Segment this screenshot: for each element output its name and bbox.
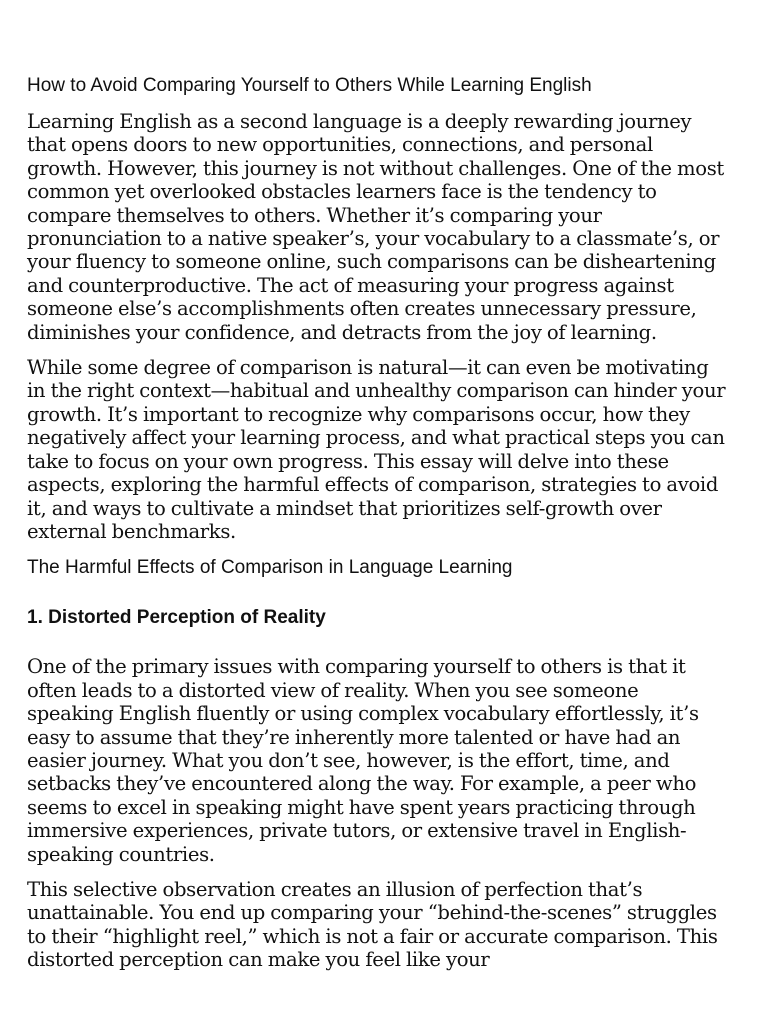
subsection-paragraph-1: One of the primary issues with comparing yourself to others is that it often leads to a distorted view of reality. When you see someone speaking English fluently or using complex vocabulary effortlessly, it’s easy to assume that they’re inherently more talented or have had an easier journey. What you don’t see, however, is the effort, time, and setbacks they’ve encountered along the way. For example, a peer who seems to excel in speaking might have spent years practicing through immersive experiences, private tutors, or extensive travel in English-speaking countries.: [27, 655, 699, 866]
intro-paragraph-2: While some degree of comparison is natural—it can even be motivating in the right context—habitual and unhealthy comparison can hinder your growth. It’s important to recognize why comparisons occur, how they negatively affect your learning process, and what practical steps you can take to focus on your own progress. This essay will delve into these aspects, exploring the harmful effects of comparison, strategies to avoid it, and ways to cultivate a mindset that prioritizes self-growth over external benchmarks.: [27, 356, 726, 543]
document-page: [27, 73, 727, 984]
subsection-heading: 1. Distorted Perception of Reality: [27, 607, 326, 629]
subsection-paragraph-2: This selective observation creates an illusion of perfection that’s unattainable. You end up comparing your “behind-the-scenes” struggles to their “highlight reel,” which is not a fair or accurate comparison. This distorted perception can make you feel like your: [27, 877, 718, 972]
document-title: How to Avoid Comparing Yourself to Others While Learning English: [27, 75, 592, 96]
section-heading: The Harmful Effects of Comparison in Language Learning: [27, 557, 513, 579]
intro-paragraph-1: Learning English as a second language is a deeply rewarding journey that opens doors to new opportunities, connections, and personal growth. However, this journey is not without challenges. One of the most common yet overlooked obstacles learners face is the tendency to compare themselves to others. Whether it’s comparing your pronunciation to a native speaker’s, your vocabulary to a classmate’s, or your fluency to someone online, such comparisons can be disheartening and counterproductive. The act of measuring your progress against someone else’s accomplishments often creates unnecessary pressure, diminishes your confidence, and detracts from the joy of learning.: [27, 110, 724, 344]
